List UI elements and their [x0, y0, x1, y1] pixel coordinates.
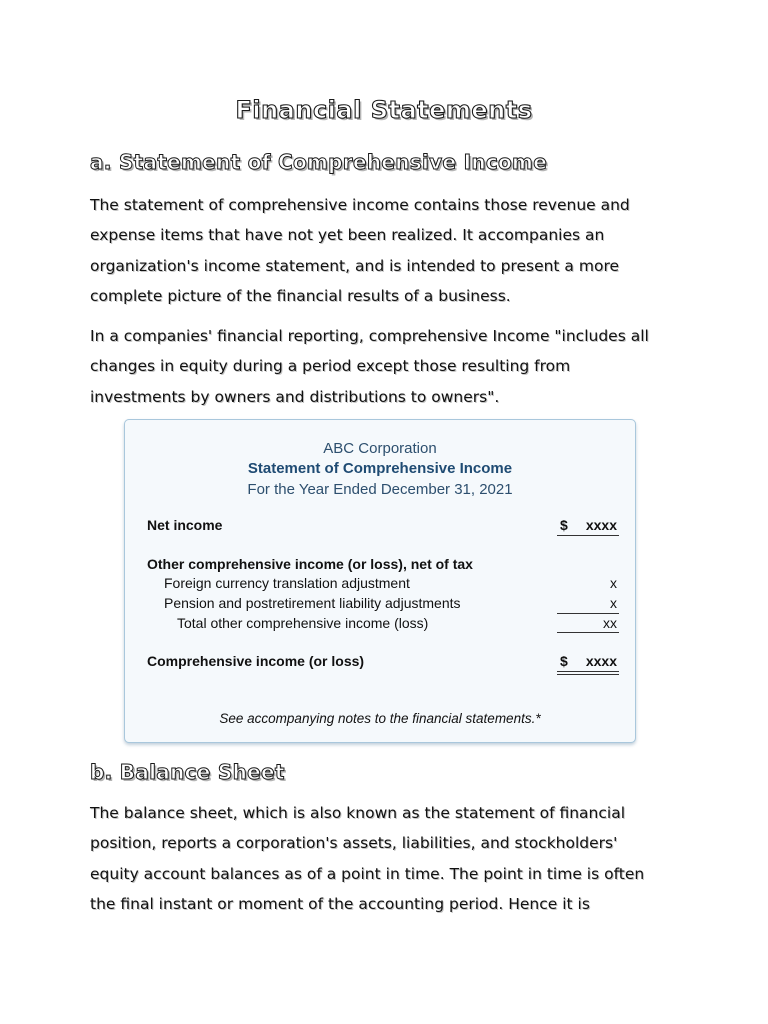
paragraph-line: equity account balances as of a point in time. The point in time is often — [90, 864, 645, 883]
oci-item-value: x — [610, 575, 617, 591]
statement-footnote: See accompanying notes to the financial statements.* — [219, 711, 541, 726]
oci-total-row — [125, 615, 635, 633]
oci-item-value: x — [610, 595, 617, 611]
net-income-currency: $ — [560, 517, 568, 533]
oci-item-row — [125, 595, 635, 613]
oci-item-label: Pension and postretirement liability adjustments — [164, 595, 461, 611]
statement-period: For the Year Ended December 31, 2021 — [247, 481, 513, 498]
paragraph-line: changes in equity during a period except those resulting from — [90, 357, 571, 376]
oci-item-row — [125, 575, 635, 593]
document-title: Financial Statements — [235, 96, 533, 124]
net-income-row — [125, 517, 635, 535]
oci-total-underline — [557, 632, 619, 633]
section-b-paragraph-1 — [90, 798, 690, 919]
paragraph-line: investments by owners and distributions to owners". — [90, 387, 500, 406]
paragraph-line: organization's income statement, and is intended to present a more — [90, 256, 620, 275]
paragraph-line: complete picture of the financial results of a business. — [90, 286, 511, 305]
section-a-heading: a. Statement of Comprehensive Income — [90, 150, 548, 174]
statement-name: Statement of Comprehensive Income — [247, 460, 513, 477]
section-a-paragraph-1 — [90, 190, 690, 311]
net-income-value: xxxx — [585, 517, 617, 533]
paragraph-line: expense items that have not yet been realized. It accompanies an — [90, 226, 605, 245]
paragraph-line: The balance sheet, which is also known as the statement of financial — [90, 804, 625, 822]
comprehensive-income-value: xxxx — [585, 653, 617, 669]
net-income-underline — [557, 535, 619, 536]
comprehensive-income-statement-figure — [124, 419, 636, 743]
oci-items-underline — [557, 613, 619, 614]
paragraph-line: The statement of comprehensive income contains those revenue and — [90, 196, 630, 214]
oci-total-label: Total other comprehensive income (loss) — [177, 615, 429, 631]
comprehensive-income-row — [125, 653, 635, 671]
paragraph-line: the final instant or moment of the accounting period. Hence it is — [90, 894, 590, 913]
comprehensive-income-double-underline — [557, 671, 619, 675]
oci-heading-row — [125, 556, 635, 574]
net-income-label: Net income — [147, 517, 223, 533]
oci-item-label: Foreign currency translation adjustment — [164, 575, 410, 591]
paragraph-line: position, reports a corporation's assets, liabilities, and stockholders' — [90, 834, 618, 853]
section-a-paragraph-2 — [90, 321, 690, 412]
statement-company: ABC Corporation — [323, 440, 437, 457]
section-b-heading: b. Balance Sheet — [90, 760, 285, 784]
oci-heading: Other comprehensive income (or loss), net of tax — [147, 556, 473, 572]
oci-total-value: xx — [603, 615, 617, 631]
comprehensive-income-label: Comprehensive income (or loss) — [147, 653, 365, 669]
paragraph-line: In a companies' financial reporting, comprehensive Income "includes all — [90, 327, 649, 345]
comprehensive-income-currency: $ — [560, 653, 568, 669]
